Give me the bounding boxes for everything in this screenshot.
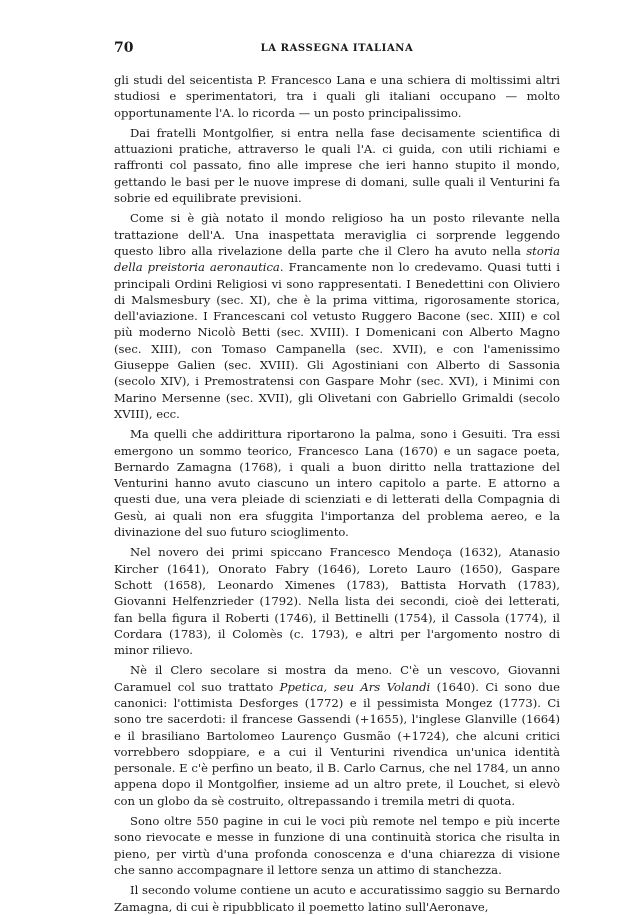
paragraph-text: . Francamente non lo credevamo. Quasi tutti i principali Ordini Religiosi vi sono rappresentati. I Benedettini con Oliviero di Malsmesbury (sec. XI), che è la prima vittima, rigorosamente storica, dell'aviazione. I Francescani col vetusto Ruggero Bacone (sec. XIII) e col più moderno Nicolò Betti (sec. XVIII). I Domenicani con Alberto Magno (sec. XIII), con Tomaso Campanella (sec. XVII), e con l'amenissimo Giuseppe Galien (sec. XVIII). Gli Agostiniani con Alberto di Sassonia (secolo XIV), i Premostratensi con Gaspare Mohr (sec. XVI), i Minimi con Marino Mersenne (sec. XVII), gli Olivetani con Gabriello Grimaldi (secolo XVIII), ecc. xyxy=(114,260,560,421)
paragraph: Ma quelli che addirittura riportarono la palma, sono i Gesuiti. Tra essi emergono un sommo teorico, Francesco Lana (1670) e un sagace poeta, Bernardo Zamagna (1768), i quali a buon diritto nella trattazione del Venturini hanno avuto ciascuno un intero capitolo a parte. E attorno a questi due, una vera pleiade di scienziati e di letterati della Compagnia di Gesù, ai quali non era sfuggita l'importanza del problema aereo, e la divinazione del suo futuro scioglimento. xyxy=(114,427,560,540)
paragraph xyxy=(114,210,560,422)
paragraph-text: (1640). Ci sono due canonici: l'ottimista Desforges (1772) e il pessimista Mongez (1773). Ci sono tre sacerdoti: il francese Gassendi (+1655), l'inglese Glanville (1664) e il brasiliano Bartolomeo Laurenço Gusmão (+1724), che alcuni critici vorrebbero sdoppiare, e a cui il Venturini rivendica un'unica identità personale. E c'è perfino un beato, il B. Carlo Carnus, che nel 1784, un anno appena dopo il Montgolfier, insieme ad un altro prete, il Louchet, si elevò con un globo da sè costruito, oltrepassando i tremila metri di quota. xyxy=(114,679,560,808)
paragraph: Nel novero dei primi spiccano Francesco Mendoça (1632), Atanasio Kircher (1641), Onorato Fabry (1646), Loreto Lauro (1650), Gaspare Schott (1658), Leonardo Ximenes (1783), Battista Horvath (1783), Giovanni Helfenzrieder (1792). Nella lista dei secondi, cioè dei letterati, fan bella figura il Roberti (1746), il Bettinelli (1754), il Cassola (1774), il Cordara (1783), il Colomès (c. 1793), e altri per l'argomento nostro di minor rilievo. xyxy=(114,545,560,658)
paragraph: Dai fratelli Montgolfier, si entra nella fase decisamente scientifica di attuazioni pratiche, attraverso le quali l'A. ci guida, con utili richiami e raffronti col passato, fino alle imprese che ieri hanno stupito il mondo, gettando le basi per le nuove imprese di domani, sulle quali il Venturini fa sobrie ed equilibrate previsioni. xyxy=(114,125,560,206)
paragraph: Sono oltre 550 pagine in cui le voci più remote nel tempo e più incerte sono rievocate e messe in funzione di una continuità storica che risulta in pieno, per virtù d'una profonda conoscenza e d'una chiarezza di visione che sanno accompagnare il lettore senza un attimo di stanchezza. xyxy=(114,814,560,877)
paragraph-text: Nè il Clero secolare si mostra da meno. C'è un vescovo, Giovanni Caramuel col suo trattato xyxy=(114,663,560,694)
paragraph-text: Come si è già notato il mondo religioso ha un posto rilevante nella trattazione dell'A. Una inaspettata meraviglia ci sorprende leggendo questo libro alla rivelazione della parte che il Clero ha avuto nella xyxy=(114,211,560,258)
italic-title: Ppetica, seu Ars Volandi xyxy=(279,679,431,694)
running-head xyxy=(114,40,560,62)
italic-title: storia della preistoria aeronautica xyxy=(114,243,560,275)
paragraph xyxy=(114,662,560,809)
page xyxy=(114,40,560,915)
journal-title: LA RASSEGNA ITALIANA xyxy=(260,43,414,54)
article-body xyxy=(114,72,560,915)
paragraph: Il secondo volume contiene un acuto e accuratissimo saggio su Bernardo Zamagna, di cui è ripubblicato il poemetto latino sull'Aeronave, xyxy=(114,883,560,914)
page-number: 70 xyxy=(114,40,134,56)
paragraph: gli studi del seicentista P. Francesco Lana e una schiera di moltissimi altri studiosi e sperimentatori, tra i quali gli italiani occupano — molto opportunamente l'A. lo ricorda — un posto principalissimo. xyxy=(114,73,560,120)
